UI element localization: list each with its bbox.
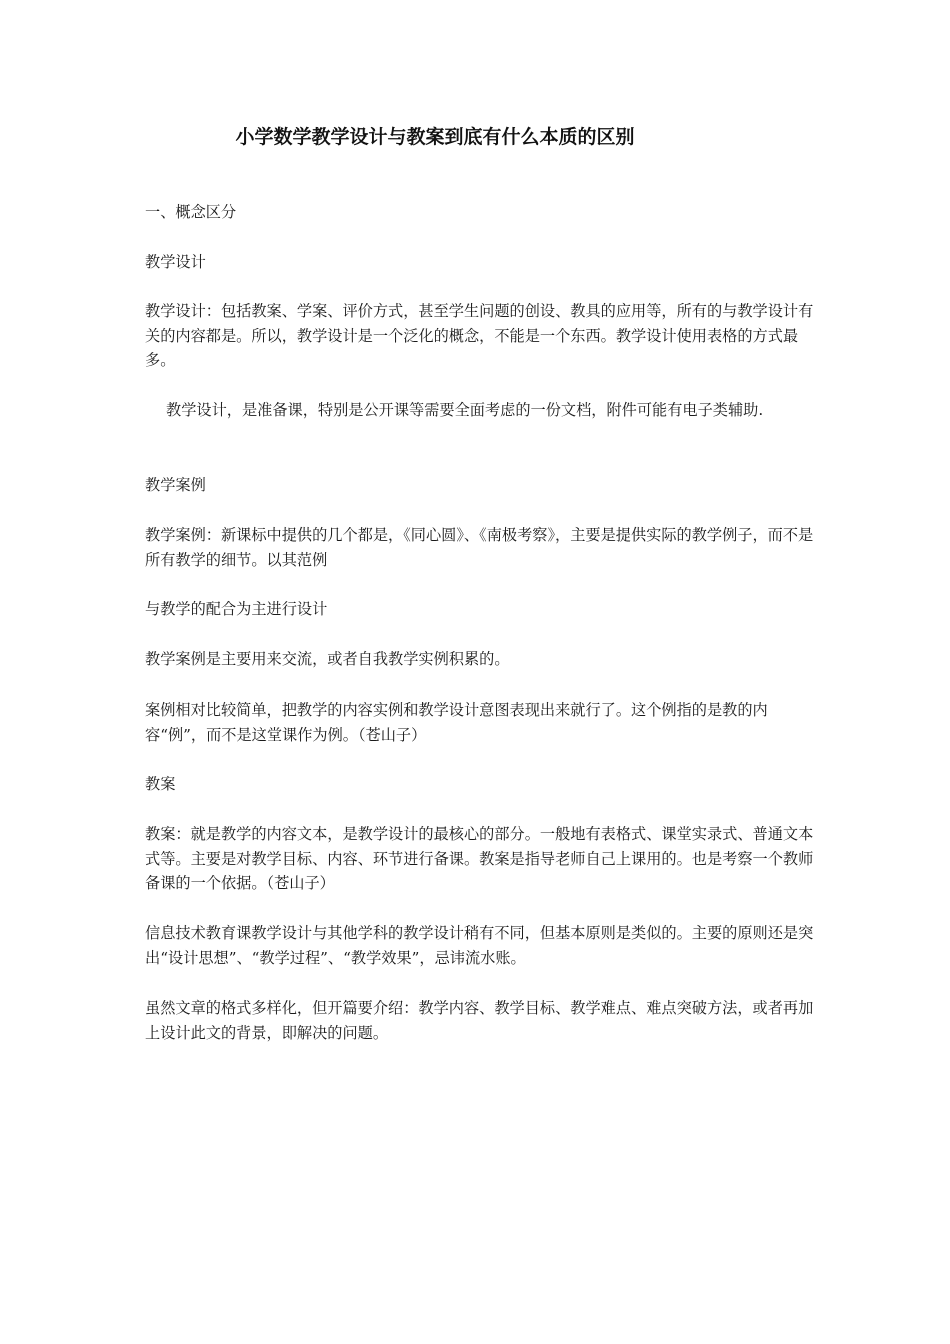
subheading-teaching-case: 教学案例 xyxy=(145,476,206,494)
paragraph-teaching-design-definition: 教学设计：包括教案、学案、评价方式，甚至学生问题的创设、教具的应用等，所有的与教学设计有关的内容都是。所以，教学设计是一个泛化的概念，不能是一个东西。教学设计使用表格的方式最多。 xyxy=(145,302,814,369)
paragraph-lesson-plan-definition: 教案：就是教学的内容文本，是教学设计的最核心的部分。一般地有表格式、课堂实录式、普通文本式等。主要是对教学目标、内容、环节进行备课。教案是指导老师自己上课用的。也是考察一个教师备课的一个依据。（苍山子） xyxy=(145,825,814,892)
paragraph-teaching-case-definition: 教学案例：新课标中提供的几个都是，《同心圆》、《南极考察》，主要是提供实际的教学例子，而不是所有教学的细节。以其范例 xyxy=(145,526,814,569)
subheading-teaching-design: 教学设计 xyxy=(145,253,206,271)
paragraph-case-simplicity: 案例相对比较简单，把教学的内容实例和教学设计意图表现出来就行了。这个例指的是教的内容“例”，而不是这堂课作为例。（苍山子） xyxy=(145,701,768,744)
subheading-lesson-plan: 教案 xyxy=(145,775,176,793)
paragraph-teaching-case-continuation: 与教学的配合为主进行设计 xyxy=(145,600,328,618)
document-title: 小学数学教学设计与教案到底有什么本质的区别 xyxy=(235,126,635,148)
paragraph-teaching-design-note: 教学设计，是准备课，特别是公开课等需要全面考虑的一份文档，附件可能有电子类辅助. xyxy=(166,401,764,419)
paragraph-it-education: 信息技术教育课教学设计与其他学科的教学设计稍有不同，但基本原则是类似的。主要的原则还是突出“设计思想”、“教学过程”、“教学效果”，忌讳流水账。 xyxy=(145,924,814,967)
paragraph-teaching-case-purpose: 教学案例是主要用来交流，或者自我教学实例积累的。 xyxy=(145,650,510,668)
section-heading-concepts: 一、概念区分 xyxy=(145,203,237,221)
paragraph-article-format: 虽然文章的格式多样化，但开篇要介绍：教学内容、教学目标、教学难点、难点突破方法，或者再加上设计此文的背景，即解决的问题。 xyxy=(145,999,814,1042)
